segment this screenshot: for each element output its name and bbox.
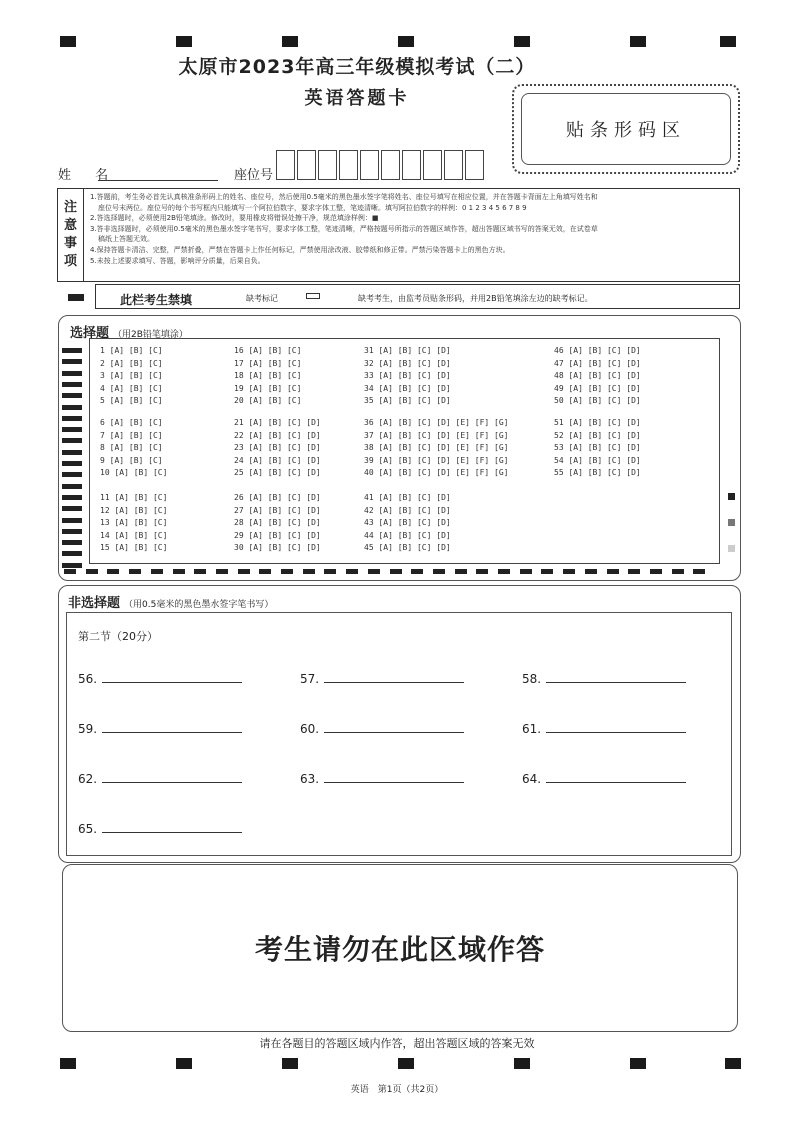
choice-question-54[interactable]: 54 [A] [B] [C] [D] (554, 455, 641, 465)
timing-mark (728, 493, 735, 500)
answer-label: 65. (78, 822, 98, 836)
timing-mark (498, 569, 510, 574)
nonchoice-note: （用0.5毫米的黑色墨水签字笔书写） (124, 600, 274, 610)
timing-mark (62, 382, 82, 387)
choice-question-19[interactable]: 19 [A] [B] [C] (234, 383, 302, 393)
timing-mark (62, 450, 82, 455)
timing-mark (433, 569, 445, 574)
registration-mark (514, 36, 530, 47)
seat-digit-box[interactable] (423, 150, 442, 180)
choice-question-42[interactable]: 42 [A] [B] [C] [D] (364, 505, 451, 515)
choice-question-24[interactable]: 24 [A] [B] [C] [D] (234, 455, 321, 465)
choice-question-38[interactable]: 38 [A] [B] [C] [D] [E] [F] [G] (364, 443, 509, 452)
choice-question-15[interactable]: 15 [A] [B] [C] (100, 543, 168, 552)
registration-mark (398, 36, 414, 47)
timing-mark (86, 569, 98, 574)
answer-label: 58. (522, 672, 542, 686)
notice-char: 意 (63, 218, 77, 233)
choice-note: （用2B铅笔填涂） (113, 330, 188, 340)
timing-mark (728, 519, 735, 526)
choice-question-43[interactable]: 43 [A] [B] [C] [D] (364, 518, 451, 527)
notice-item: 2.答选择题时，必须使用2B铅笔填涂。修改时，要用橡皮将错误处擦干净，规范填涂样例：■ (90, 214, 379, 223)
part-label: 第二节（20分） (78, 630, 158, 643)
seat-digit-box[interactable] (276, 150, 295, 180)
choice-question-49[interactable]: 49 [A] [B] [C] [D] (554, 383, 641, 393)
answer-label: 60. (300, 722, 320, 736)
notice-item: 1.答题前，考生务必首先认真核准条形码上的姓名、座位号，然后使用0.5毫米的黑色墨水签字笔将姓名、座位号填写在相应位置，并在答题卡背面左上角填写姓名和 (90, 193, 598, 201)
choice-question-32[interactable]: 32 [A] [B] [C] [D] (364, 358, 451, 368)
nonchoice-answer-area (66, 612, 732, 856)
notice-item: 3.答非选择题时，必须使用0.5毫米的黑色墨水签字笔书写，要求字体工整，笔迹清晰，严格按题号所指示的答题区域作答，超出答题区域书写的答案无效，在试卷草 (90, 224, 598, 233)
timing-mark (238, 569, 250, 574)
timing-mark (650, 569, 662, 574)
seat-label: 座位号 (234, 168, 274, 183)
exam-title: 太原市2023年高三年级模拟考试（二） (178, 56, 536, 78)
choice-question-41[interactable]: 41 [A] [B] [C] [D] (364, 493, 451, 502)
answer-label: 61. (522, 722, 542, 736)
restricted-row (95, 284, 740, 309)
timing-mark (62, 518, 82, 523)
registration-mark (60, 36, 76, 47)
answer-label: 59. (78, 722, 98, 736)
answer-label: 62. (78, 772, 98, 786)
choice-question-27[interactable]: 27 [A] [B] [C] [D] (234, 505, 321, 515)
timing-mark (129, 569, 141, 574)
timing-mark (693, 569, 705, 574)
timing-mark (628, 569, 640, 574)
seat-digit-box[interactable] (360, 150, 379, 180)
nonchoice-title (68, 592, 273, 611)
timing-mark (62, 416, 82, 421)
absent-mark-label: 缺考标记 (246, 294, 278, 303)
choice-question-28[interactable]: 28 [A] [B] [C] [D] (234, 518, 321, 527)
name-field[interactable] (98, 180, 218, 181)
choice-question-2[interactable]: 2 [A] [B] [C] (100, 358, 163, 368)
seat-digit-box[interactable] (297, 150, 316, 180)
notice-item: 4.保持答题卡清洁、完整，严禁折叠，严禁在答题卡上作任何标记，严禁使用涂改液、胶带纸和修正带。严禁污染答题卡上的黑色方块。 (90, 245, 510, 254)
answer-line[interactable] (324, 782, 464, 783)
timing-mark (107, 569, 119, 574)
choice-question-48[interactable]: 48 [A] [B] [C] [D] (554, 371, 641, 380)
timing-mark (411, 569, 423, 574)
choice-question-17[interactable]: 17 [A] [B] [C] (234, 358, 302, 368)
choice-question-34[interactable]: 34 [A] [B] [C] [D] (364, 383, 451, 393)
timing-mark (216, 569, 228, 574)
choice-question-14[interactable]: 14 [A] [B] [C] (100, 530, 168, 540)
timing-mark (62, 540, 82, 545)
timing-mark (62, 551, 82, 556)
choice-question-36[interactable]: 36 [A] [B] [C] [D] [E] [F] [G] (364, 418, 509, 427)
timing-mark (368, 569, 380, 574)
notice-char: 注 (63, 200, 77, 215)
notice-box (57, 188, 740, 282)
choice-question-47[interactable]: 47 [A] [B] [C] [D] (554, 358, 641, 368)
answer-line[interactable] (546, 732, 686, 733)
timing-mark (62, 529, 82, 534)
registration-mark (176, 1058, 192, 1069)
registration-mark (720, 36, 736, 47)
choice-question-46[interactable]: 46 [A] [B] [C] [D] (554, 346, 641, 355)
timing-mark (173, 569, 185, 574)
notice-item: 座位号末两位。座位号的每个书写框内只能填写一个阿拉伯数字，要求字体工整，笔迹清晰。填写阿拉伯数字的样例：0 1 2 3 4 5 6 7 8 9 (98, 203, 527, 212)
timing-mark (194, 569, 206, 574)
seat-digit-box[interactable] (381, 150, 400, 180)
timing-mark (281, 569, 293, 574)
seat-digit-box[interactable] (339, 150, 358, 180)
forbidden-text: 考生请勿在此区域作答 (254, 933, 545, 966)
timing-mark (62, 348, 82, 353)
timing-mark (62, 495, 82, 500)
answer-label: 57. (300, 672, 320, 686)
choice-question-50[interactable]: 50 [A] [B] [C] [D] (554, 396, 641, 405)
choice-question-12[interactable]: 12 [A] [B] [C] (100, 505, 168, 515)
timing-mark (62, 427, 82, 432)
answer-line[interactable] (324, 682, 464, 683)
timing-mark (62, 506, 82, 511)
name-label: 姓 名 (58, 168, 119, 183)
choice-question-44[interactable]: 44 [A] [B] [C] [D] (364, 530, 451, 540)
answer-label: 56. (78, 672, 98, 686)
choice-question-26[interactable]: 26 [A] [B] [C] [D] (234, 493, 321, 502)
registration-mark (514, 1058, 530, 1069)
choice-question-35[interactable]: 35 [A] [B] [C] [D] (364, 396, 451, 405)
timing-mark (62, 405, 82, 410)
choice-question-8[interactable]: 8 [A] [B] [C] (100, 443, 163, 452)
choice-question-23[interactable]: 23 [A] [B] [C] [D] (234, 443, 321, 452)
absent-side-mark (68, 294, 84, 301)
timing-mark (64, 569, 76, 574)
answer-label: 64. (522, 772, 542, 786)
choice-question-4[interactable]: 4 [A] [B] [C] (100, 383, 163, 393)
barcode-label: 贴条形码区 (521, 93, 731, 165)
choice-question-45[interactable]: 45 [A] [B] [C] [D] (364, 543, 451, 552)
answer-line[interactable] (102, 732, 242, 733)
answer-line[interactable] (546, 782, 686, 783)
answer-line[interactable] (324, 732, 464, 733)
timing-mark (62, 472, 82, 477)
choice-question-21[interactable]: 21 [A] [B] [C] [D] (234, 418, 321, 427)
timing-mark (585, 569, 597, 574)
timing-mark (62, 438, 82, 443)
registration-mark (176, 36, 192, 47)
registration-mark (630, 36, 646, 47)
choice-question-40[interactable]: 40 [A] [B] [C] [D] [E] [F] [G] (364, 468, 509, 477)
notice-char: 事 (63, 236, 77, 251)
timing-mark (62, 393, 82, 398)
choice-question-5[interactable]: 5 [A] [B] [C] (100, 396, 163, 405)
seat-digit-box[interactable] (444, 150, 463, 180)
seat-number-boxes[interactable] (276, 150, 486, 180)
choice-question-18[interactable]: 18 [A] [B] [C] (234, 371, 302, 380)
timing-mark (672, 569, 684, 574)
notice-label (58, 189, 84, 281)
seat-digit-box[interactable] (402, 150, 421, 180)
timing-mark (728, 545, 735, 552)
choice-question-53[interactable]: 53 [A] [B] [C] [D] (554, 443, 641, 452)
choice-question-22[interactable]: 22 [A] [B] [C] [D] (234, 430, 321, 440)
answer-label: 63. (300, 772, 320, 786)
timing-mark (62, 461, 82, 466)
registration-mark (60, 1058, 76, 1069)
choice-question-1[interactable]: 1 [A] [B] [C] (100, 346, 163, 355)
seat-digit-box[interactable] (465, 150, 484, 180)
choice-question-16[interactable]: 16 [A] [B] [C] (234, 346, 302, 355)
choice-question-37[interactable]: 37 [A] [B] [C] [D] [E] [F] [G] (364, 430, 509, 440)
timing-mark (476, 569, 488, 574)
choice-question-55[interactable]: 55 [A] [B] [C] [D] (554, 468, 641, 477)
choice-question-31[interactable]: 31 [A] [B] [C] [D] (364, 346, 451, 355)
choice-question-7[interactable]: 7 [A] [B] [C] (100, 430, 163, 440)
choice-question-11[interactable]: 11 [A] [B] [C] (100, 493, 168, 502)
timing-mark (151, 569, 163, 574)
choice-question-10[interactable]: 10 [A] [B] [C] (100, 468, 168, 477)
page-footer: 英语 第1页（共2页） (350, 1085, 444, 1095)
choice-question-33[interactable]: 33 [A] [B] [C] [D] (364, 371, 451, 380)
timing-mark (259, 569, 271, 574)
notice-item: 5.未按上述要求填写、答题，影响评分质量，后果自负。 (90, 256, 265, 265)
timing-mark (62, 359, 82, 364)
notice-list (84, 189, 604, 281)
timing-mark (563, 569, 575, 574)
registration-mark (725, 1058, 741, 1069)
registration-mark (398, 1058, 414, 1069)
timing-mark (346, 569, 358, 574)
seat-digit-box[interactable] (318, 150, 337, 180)
timing-mark (607, 569, 619, 574)
restricted-label: 此栏考生禁填 (120, 293, 193, 307)
choice-question-13[interactable]: 13 [A] [B] [C] (100, 518, 168, 527)
timing-mark (455, 569, 467, 574)
timing-mark (303, 569, 315, 574)
timing-mark (62, 371, 82, 376)
answer-line[interactable] (546, 682, 686, 683)
choice-question-51[interactable]: 51 [A] [B] [C] [D] (554, 418, 641, 427)
card-subtitle: 英语答题卡 (304, 88, 410, 109)
choice-title-text: 选择题 (70, 326, 110, 341)
choice-question-30[interactable]: 30 [A] [B] [C] [D] (234, 543, 321, 552)
registration-mark (630, 1058, 646, 1069)
registration-mark (282, 36, 298, 47)
choice-question-52[interactable]: 52 [A] [B] [C] [D] (554, 430, 641, 440)
timing-mark (324, 569, 336, 574)
choice-question-29[interactable]: 29 [A] [B] [C] [D] (234, 530, 321, 540)
notice-item: 稿纸上答题无效。 (98, 235, 154, 244)
choice-question-3[interactable]: 3 [A] [B] [C] (100, 371, 163, 380)
timing-mark (62, 484, 82, 489)
timing-mark (390, 569, 402, 574)
notice-char: 项 (63, 254, 77, 269)
absent-mark-box[interactable] (306, 293, 320, 299)
choice-question-39[interactable]: 39 [A] [B] [C] [D] [E] [F] [G] (364, 455, 509, 465)
answer-line[interactable] (102, 832, 242, 833)
timing-mark (520, 569, 532, 574)
choice-question-20[interactable]: 20 [A] [B] [C] (234, 396, 302, 405)
registration-mark (282, 1058, 298, 1069)
warning-text: 请在各题目的答题区域内作答，超出答题区域的答案无效 (259, 1037, 535, 1050)
answer-line[interactable] (102, 782, 242, 783)
choice-question-25[interactable]: 25 [A] [B] [C] [D] (234, 468, 321, 477)
absent-note: 缺考考生，由监考员贴条形码，并用2B铅笔填涂左边的缺考标记。 (358, 294, 593, 303)
barcode-area (512, 84, 740, 174)
answer-line[interactable] (102, 682, 242, 683)
timing-mark (62, 563, 82, 568)
choice-question-9[interactable]: 9 [A] [B] [C] (100, 455, 163, 465)
timing-mark (541, 569, 553, 574)
nonchoice-title-text: 非选择题 (68, 596, 121, 611)
choice-question-6[interactable]: 6 [A] [B] [C] (100, 418, 163, 427)
